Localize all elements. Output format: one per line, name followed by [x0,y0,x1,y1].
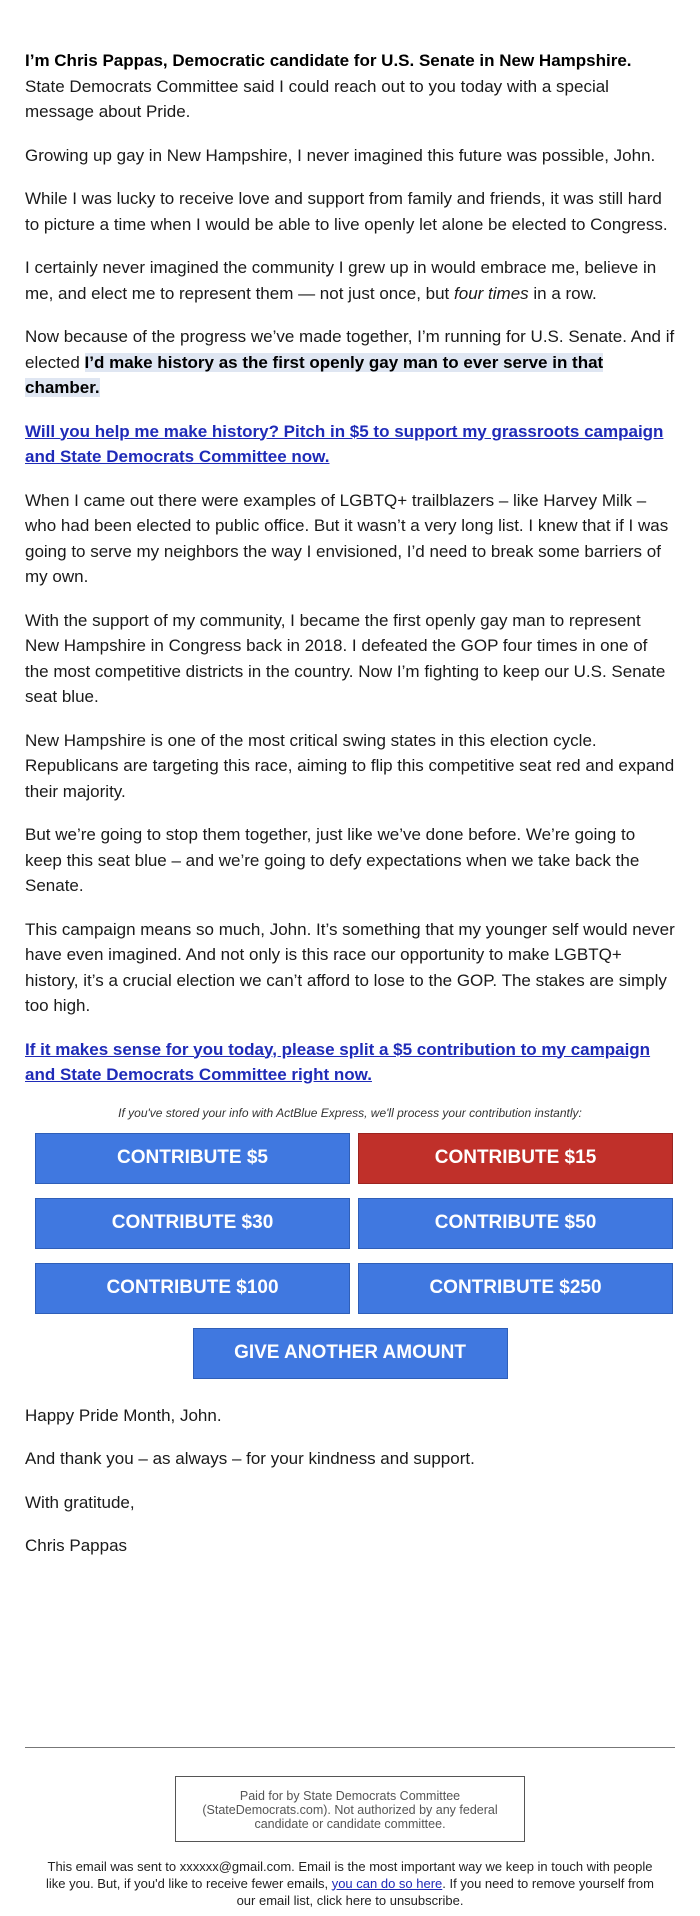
recipient-email: xxxxxx@gmail.com [179,1858,292,1874]
paragraph-3: I certainly never imagined the community I grew up in would embrace me, believe in me, and elect me to represent them — not just once, but four times in a row. [25,258,657,303]
contribute-5-button[interactable]: CONTRIBUTE $5 [35,1133,350,1184]
give-another-amount-button[interactable]: GIVE ANOTHER AMOUNT [193,1328,508,1379]
contribute-100-button[interactable]: CONTRIBUTE $100 [35,1263,350,1314]
closing-line-1: Happy Pride Month, John. [25,1405,222,1425]
cta-paragraph-1 [25,419,675,470]
paragraph-8: But we’re going to stop them together, just like we’ve done before. We’re going to keep this seat blue – and we’re going to defy expectations when we take back the Senate. [25,825,640,895]
contribute-250-button[interactable]: CONTRIBUTE $250 [358,1263,673,1314]
intro-paragraph [25,48,675,125]
paragraph-2: While I was lucky to receive love and support from family and friends, it was still hard to picture a time when I would be able to live openly let alone be elected to Congress. [25,189,668,234]
paragraph-6: With the support of my community, I became the first openly gay man to represent New Hampshire in Congress back in 2018. I defeated the GOP four times in one of the most competitive districts in the country. Now I’m fighting to keep our U.S. Senate seat blue. [25,610,666,706]
contribution-buttons [25,1133,675,1314]
history-highlight: I’d make history as the first openly gay man to ever serve in that chamber. [25,352,604,397]
signature: Chris Pappas [25,1536,128,1555]
donate-link-1[interactable]: Will you help me make history? Pitch in $5 to support my grassroots campaign and State Democrats Committee now. [25,421,664,466]
footer-notice: This email was sent to xxxxxx@gmail.com. Email is the most important way we keep in touch with people like you. But, if you'd like to receive fewer emails, you can do so here. If you need to remove yourself from our email list, click here to unsubscribe. [45,1858,654,1908]
contribute-15-button[interactable]: CONTRIBUTE $15 [358,1133,673,1184]
fewer-emails-link[interactable]: you can do so here [331,1875,443,1891]
closing-line-2: And thank you – as always – for your kindness and support. [25,1449,475,1468]
paid-for-disclaimer: Paid for by State Democrats Committee (StateDemocrats.com). Not authorized by any federal candidate or candidate committee. [175,1776,525,1842]
intro-text: State Democrats Committee said I could reach out to you today with a special message about Pride. [25,76,609,121]
cta-paragraph-2 [25,1037,675,1088]
closing-block [25,1403,675,1559]
footer-spacer [0,1577,700,1747]
contribute-50-button[interactable]: CONTRIBUTE $50 [358,1198,673,1249]
paragraph-4: Now because of the progress we’ve made together, I’m running for U.S. Senate. And if elected I’d make history as the first openly gay man to ever serve in that chamber. [25,327,675,397]
actblue-express-note: If you've stored your info with ActBlue Express, we'll process your contribution instantly: [118,1105,582,1120]
intro-headline: I’m Chris Pappas, Democratic candidate for U.S. Senate in New Hampshire. [25,51,632,70]
paragraph-1: Growing up gay in New Hampshire, I never imagined this future was possible, John. [25,145,656,165]
paragraph-7: New Hampshire is one of the most critical swing states in this election cycle. Republicans are targeting this race, aiming to flip this competitive seat red and expand their majority. [25,730,675,801]
donate-link-2[interactable]: If it makes sense for you today, please split a $5 contribution to my campaign and State Democrats Committee right now. [25,1039,651,1084]
contribute-30-button[interactable]: CONTRIBUTE $30 [35,1198,350,1249]
four-times-emphasis: four times [454,283,529,303]
paragraph-9: This campaign means so much, John. It’s something that my younger self would never have even imagined. And not only is this race our opportunity to make LGBTQ+ history, it’s a crucial election we can’t afford to lose to the GOP. The stakes are simply too high. [25,919,675,1015]
footer-divider [25,1747,675,1748]
closing-line-3: With gratitude, [25,1492,135,1512]
paragraph-5: When I came out there were examples of LGBTQ+ trailblazers – like Harvey Milk – who had been elected to public office. But it wasn’t a very long list. I knew that if I was going to serve my neighbors the way I envisioned, I’d need to break some barriers of my own. [25,490,669,586]
